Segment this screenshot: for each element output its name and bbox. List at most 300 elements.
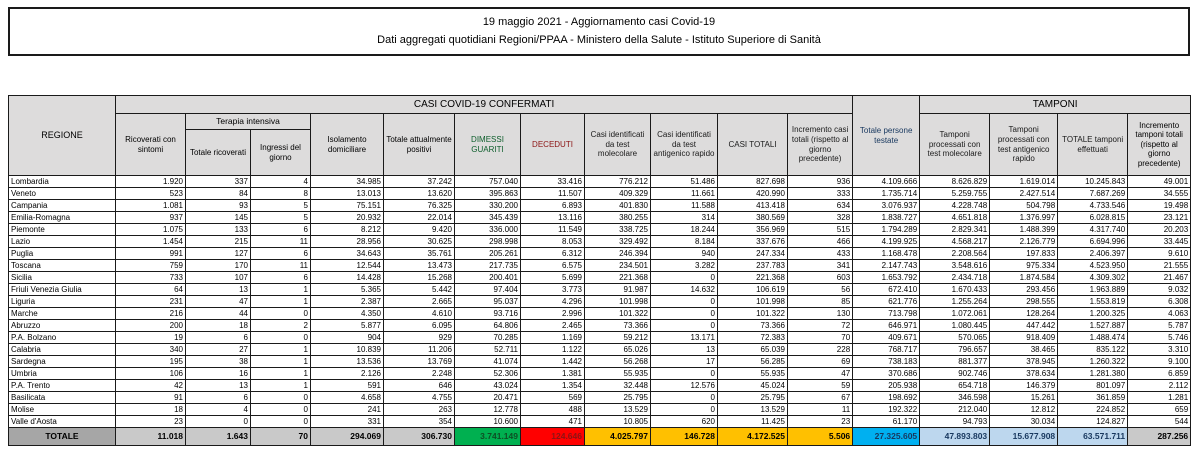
value-cell: 4.733.546	[1058, 200, 1128, 212]
value-cell: 409.671	[853, 332, 920, 344]
region-cell: Veneto	[9, 188, 116, 200]
value-cell: 1.963.889	[1058, 284, 1128, 296]
value-cell: 8.053	[521, 236, 585, 248]
band-header-terapia-intensiva: Terapia intensiva	[186, 114, 311, 130]
value-cell: 35.761	[384, 248, 455, 260]
value-cell: 34.985	[311, 176, 384, 188]
value-cell: 569	[521, 392, 585, 404]
value-cell: 76.325	[384, 200, 455, 212]
value-cell: 1	[251, 284, 311, 296]
value-cell: 659	[1128, 404, 1191, 416]
value-cell: 228	[788, 344, 853, 356]
value-cell: 1.281.380	[1058, 368, 1128, 380]
value-cell: 447.442	[990, 320, 1058, 332]
table-row	[9, 332, 1191, 344]
value-cell: 93.716	[455, 308, 521, 320]
value-cell: 65.039	[718, 344, 788, 356]
value-cell: 1.260.322	[1058, 356, 1128, 368]
total-value-cell: 124.646	[521, 428, 585, 446]
report-title-line1: 19 maggio 2021 - Aggiornamento casi Covid-19	[482, 15, 716, 28]
value-cell: 991	[116, 248, 186, 260]
value-cell: 1.072.061	[920, 308, 990, 320]
value-cell: 263	[384, 404, 455, 416]
value-cell: 23	[116, 416, 186, 428]
value-cell: 0	[651, 272, 718, 284]
value-cell: 1	[251, 356, 311, 368]
value-cell: 205.938	[853, 380, 920, 392]
value-cell: 2	[251, 320, 311, 332]
value-cell: 835.122	[1058, 344, 1128, 356]
column-header-casi-totali: CASI TOTALI	[718, 114, 788, 176]
value-cell: 1.488.474	[1058, 332, 1128, 344]
total-value-cell: 287.256	[1128, 428, 1191, 446]
value-cell: 738.183	[853, 356, 920, 368]
column-header-tamponi-molecolare: Tamponi processati con test molecolare	[920, 114, 990, 176]
value-cell: 27	[186, 344, 251, 356]
value-cell: 70.285	[455, 332, 521, 344]
value-cell: 4.568.217	[920, 236, 990, 248]
value-cell: 56.268	[585, 356, 651, 368]
column-header-casi-antigenico: Casi identificati da test antigenico rapido	[651, 114, 718, 176]
value-cell: 21.555	[1128, 260, 1191, 272]
value-cell: 768.717	[853, 344, 920, 356]
value-cell: 5.877	[311, 320, 384, 332]
total-value-cell: 4.025.797	[585, 428, 651, 446]
value-cell: 9.100	[1128, 356, 1191, 368]
value-cell: 6.694.996	[1058, 236, 1128, 248]
value-cell: 130	[788, 308, 853, 320]
value-cell: 8.184	[651, 236, 718, 248]
value-cell: 52.306	[455, 368, 521, 380]
value-cell: 170	[186, 260, 251, 272]
value-cell: 12.544	[311, 260, 384, 272]
value-cell: 361.859	[1058, 392, 1128, 404]
value-cell: 2.147.743	[853, 260, 920, 272]
value-cell: 11.206	[384, 344, 455, 356]
value-cell: 13	[186, 284, 251, 296]
region-cell: Campania	[9, 200, 116, 212]
value-cell: 409.329	[585, 188, 651, 200]
value-cell: 21.467	[1128, 272, 1191, 284]
value-cell: 4.523.950	[1058, 260, 1128, 272]
value-cell: 237.783	[718, 260, 788, 272]
value-cell: 217.735	[455, 260, 521, 272]
value-cell: 247.334	[718, 248, 788, 260]
value-cell: 5.746	[1128, 332, 1191, 344]
value-cell: 1	[251, 368, 311, 380]
value-cell: 1.169	[521, 332, 585, 344]
value-cell: 205.261	[455, 248, 521, 260]
value-cell: 13.171	[651, 332, 718, 344]
value-cell: 20.932	[311, 212, 384, 224]
value-cell: 215	[186, 236, 251, 248]
value-cell: 340	[116, 344, 186, 356]
value-cell: 12.778	[455, 404, 521, 416]
band-header-casi-confermati: CASI COVID-19 CONFERMATI	[116, 96, 853, 114]
column-header-casi-molecolare: Casi identificati da test molecolare	[585, 114, 651, 176]
value-cell: 1.168.478	[853, 248, 920, 260]
value-cell: 8	[251, 188, 311, 200]
value-cell: 20.471	[455, 392, 521, 404]
value-cell: 72.383	[718, 332, 788, 344]
column-header-incremento-tamponi: Incremento tamponi totali (rispetto al giorno precedente)	[1128, 114, 1191, 176]
value-cell: 18	[186, 320, 251, 332]
total-value-cell: 5.506	[788, 428, 853, 446]
value-cell: 6	[186, 392, 251, 404]
value-cell: 13.769	[384, 356, 455, 368]
value-cell: 341	[788, 260, 853, 272]
value-cell: 6	[251, 248, 311, 260]
value-cell: 64.806	[455, 320, 521, 332]
value-cell: 75.151	[311, 200, 384, 212]
value-cell: 3.076.937	[853, 200, 920, 212]
value-cell: 6.308	[1128, 296, 1191, 308]
value-cell: 5.787	[1128, 320, 1191, 332]
value-cell: 246.394	[585, 248, 651, 260]
table-row	[9, 248, 1191, 260]
table-row	[9, 320, 1191, 332]
value-cell: 1.075	[116, 224, 186, 236]
table-row	[9, 308, 1191, 320]
region-cell: Valle d'Aosta	[9, 416, 116, 428]
value-cell: 11.588	[651, 200, 718, 212]
value-cell: 6.575	[521, 260, 585, 272]
table-row	[9, 260, 1191, 272]
value-cell: 1.381	[521, 368, 585, 380]
value-cell: 6.028.815	[1058, 212, 1128, 224]
value-cell: 11	[251, 260, 311, 272]
value-cell: 1.281	[1128, 392, 1191, 404]
value-cell: 801.097	[1058, 380, 1128, 392]
value-cell: 234.501	[585, 260, 651, 272]
value-cell: 11	[788, 404, 853, 416]
value-cell: 4.317.740	[1058, 224, 1128, 236]
value-cell: 69	[788, 356, 853, 368]
column-header-deceduti: DECEDUTI	[521, 114, 585, 176]
value-cell: 38.465	[990, 344, 1058, 356]
value-cell: 91	[116, 392, 186, 404]
region-cell: Calabria	[9, 344, 116, 356]
value-cell: 1	[251, 380, 311, 392]
value-cell: 34.643	[311, 248, 384, 260]
value-cell: 298.555	[990, 296, 1058, 308]
table-row	[9, 380, 1191, 392]
value-cell: 13.013	[311, 188, 384, 200]
value-cell: 2.406.397	[1058, 248, 1128, 260]
value-cell: 4.755	[384, 392, 455, 404]
region-cell: Marche	[9, 308, 116, 320]
value-cell: 11.507	[521, 188, 585, 200]
value-cell: 733	[116, 272, 186, 284]
value-cell: 298.998	[455, 236, 521, 248]
column-header-incremento-casi: Incremento casi totali (rispetto al giorno precedente)	[788, 114, 853, 176]
column-header-dimessi-guariti: DIMESSI GUARITI	[455, 114, 521, 176]
value-cell: 3.282	[651, 260, 718, 272]
value-cell: 47	[186, 296, 251, 308]
value-cell: 101.998	[718, 296, 788, 308]
value-cell: 22.014	[384, 212, 455, 224]
value-cell: 13	[186, 380, 251, 392]
value-cell: 488	[521, 404, 585, 416]
value-cell: 337.676	[718, 236, 788, 248]
total-value-cell: 15.677.908	[990, 428, 1058, 446]
value-cell: 25.795	[585, 392, 651, 404]
value-cell: 14.428	[311, 272, 384, 284]
value-cell: 0	[651, 308, 718, 320]
total-value-cell: 11.018	[116, 428, 186, 446]
value-cell: 570.065	[920, 332, 990, 344]
value-cell: 8.212	[311, 224, 384, 236]
value-cell: 8.626.829	[920, 176, 990, 188]
value-cell: 5	[251, 200, 311, 212]
value-cell: 25.795	[718, 392, 788, 404]
value-cell: 65.026	[585, 344, 651, 356]
value-cell: 101.998	[585, 296, 651, 308]
table-row	[9, 296, 1191, 308]
value-cell: 1.200.325	[1058, 308, 1128, 320]
value-cell: 11	[251, 236, 311, 248]
value-cell: 56.285	[718, 356, 788, 368]
value-cell: 672.410	[853, 284, 920, 296]
value-cell: 198.692	[853, 392, 920, 404]
value-cell: 356.969	[718, 224, 788, 236]
column-header-regione: REGIONE	[9, 96, 116, 176]
value-cell: 19.498	[1128, 200, 1191, 212]
band-header-tamponi: TAMPONI	[920, 96, 1191, 114]
value-cell: 759	[116, 260, 186, 272]
value-cell: 1.454	[116, 236, 186, 248]
value-cell: 4.228.748	[920, 200, 990, 212]
value-cell: 0	[651, 368, 718, 380]
value-cell: 241	[311, 404, 384, 416]
value-cell: 378.634	[990, 368, 1058, 380]
value-cell: 4.651.818	[920, 212, 990, 224]
column-header-ingressi-giorno: Ingressi del giorno	[251, 130, 311, 176]
value-cell: 47	[788, 368, 853, 380]
value-cell: 32.448	[585, 380, 651, 392]
value-cell: 466	[788, 236, 853, 248]
value-cell: 11.425	[718, 416, 788, 428]
value-cell: 23	[788, 416, 853, 428]
value-cell: 937	[116, 212, 186, 224]
value-cell: 523	[116, 188, 186, 200]
value-cell: 2.427.514	[990, 188, 1058, 200]
column-header-attualmente-positivi: Totale attualmente positivi	[384, 114, 455, 176]
total-value-cell: 294.069	[311, 428, 384, 446]
value-cell: 4.309.302	[1058, 272, 1128, 284]
total-value-cell: 27.325.605	[853, 428, 920, 446]
column-header-totale-ricoverati: Totale ricoverati	[186, 130, 251, 176]
total-value-cell: 63.571.711	[1058, 428, 1128, 446]
value-cell: 6	[251, 224, 311, 236]
value-cell: 0	[651, 320, 718, 332]
value-cell: 338.725	[585, 224, 651, 236]
value-cell: 2.996	[521, 308, 585, 320]
value-cell: 918.409	[990, 332, 1058, 344]
value-cell: 13.529	[718, 404, 788, 416]
total-value-cell: 3.741.149	[455, 428, 521, 446]
value-cell: 2.829.341	[920, 224, 990, 236]
value-cell: 6.312	[521, 248, 585, 260]
region-cell: Emilia-Romagna	[9, 212, 116, 224]
value-cell: 6	[186, 332, 251, 344]
value-cell: 2.434.718	[920, 272, 990, 284]
value-cell: 413.418	[718, 200, 788, 212]
region-cell: Toscana	[9, 260, 116, 272]
total-value-cell: 47.893.803	[920, 428, 990, 446]
value-cell: 13.620	[384, 188, 455, 200]
value-cell: 17	[651, 356, 718, 368]
value-cell: 72	[788, 320, 853, 332]
value-cell: 195	[116, 356, 186, 368]
value-cell: 776.212	[585, 176, 651, 188]
value-cell: 192.322	[853, 404, 920, 416]
value-cell: 395.863	[455, 188, 521, 200]
value-cell: 28.956	[311, 236, 384, 248]
total-value-cell: 306.730	[384, 428, 455, 446]
table-row	[9, 272, 1191, 284]
column-header-isolamento: Isolamento domiciliare	[311, 114, 384, 176]
value-cell: 1.442	[521, 356, 585, 368]
value-cell: 1	[251, 344, 311, 356]
value-cell: 212.040	[920, 404, 990, 416]
value-cell: 1.920	[116, 176, 186, 188]
value-cell: 333	[788, 188, 853, 200]
value-cell: 12.576	[651, 380, 718, 392]
value-cell: 902.746	[920, 368, 990, 380]
region-cell: Abruzzo	[9, 320, 116, 332]
value-cell: 2.465	[521, 320, 585, 332]
value-cell: 713.798	[853, 308, 920, 320]
value-cell: 940	[651, 248, 718, 260]
value-cell: 9.032	[1128, 284, 1191, 296]
value-cell: 1.122	[521, 344, 585, 356]
value-cell: 345.439	[455, 212, 521, 224]
value-cell: 73.366	[585, 320, 651, 332]
value-cell: 330.200	[455, 200, 521, 212]
value-cell: 1.255.264	[920, 296, 990, 308]
region-cell: Liguria	[9, 296, 116, 308]
value-cell: 4.658	[311, 392, 384, 404]
value-cell: 1.081	[116, 200, 186, 212]
value-cell: 59.212	[585, 332, 651, 344]
value-cell: 0	[251, 404, 311, 416]
table-body	[9, 176, 1191, 446]
value-cell: 45.024	[718, 380, 788, 392]
value-cell: 646	[384, 380, 455, 392]
value-cell: 4.610	[384, 308, 455, 320]
value-cell: 101.322	[585, 308, 651, 320]
value-cell: 38	[186, 356, 251, 368]
value-cell: 471	[521, 416, 585, 428]
region-cell: Sicilia	[9, 272, 116, 284]
table-row	[9, 212, 1191, 224]
value-cell: 224.852	[1058, 404, 1128, 416]
value-cell: 16	[186, 368, 251, 380]
value-cell: 1	[251, 296, 311, 308]
value-cell: 2.126.779	[990, 236, 1058, 248]
value-cell: 231	[116, 296, 186, 308]
value-cell: 3.548.616	[920, 260, 990, 272]
value-cell: 200.401	[455, 272, 521, 284]
value-cell: 13.116	[521, 212, 585, 224]
value-cell: 328	[788, 212, 853, 224]
value-cell: 0	[651, 296, 718, 308]
value-cell: 3.773	[521, 284, 585, 296]
value-cell: 13.529	[585, 404, 651, 416]
value-cell: 2.248	[384, 368, 455, 380]
value-cell: 101.322	[718, 308, 788, 320]
value-cell: 1.653.792	[853, 272, 920, 284]
value-cell: 221.368	[585, 272, 651, 284]
value-cell: 370.686	[853, 368, 920, 380]
value-cell: 197.833	[990, 248, 1058, 260]
value-cell: 6.859	[1128, 368, 1191, 380]
column-header-persone-testate: Totale persone testate	[853, 96, 920, 176]
value-cell: 5.699	[521, 272, 585, 284]
value-cell: 12.812	[990, 404, 1058, 416]
value-cell: 4	[251, 176, 311, 188]
value-cell: 620	[651, 416, 718, 428]
total-value-cell: 146.728	[651, 428, 718, 446]
table-row	[9, 368, 1191, 380]
value-cell: 354	[384, 416, 455, 428]
report-title-box	[8, 7, 1190, 56]
value-cell: 1.376.997	[990, 212, 1058, 224]
value-cell: 61.170	[853, 416, 920, 428]
value-cell: 881.377	[920, 356, 990, 368]
value-cell: 33.416	[521, 176, 585, 188]
region-cell: Lazio	[9, 236, 116, 248]
value-cell: 1.670.433	[920, 284, 990, 296]
total-label-cell: TOTALE	[9, 428, 116, 446]
value-cell: 30.034	[990, 416, 1058, 428]
value-cell: 106	[116, 368, 186, 380]
value-cell: 293.456	[990, 284, 1058, 296]
value-cell: 15.268	[384, 272, 455, 284]
value-cell: 7.687.269	[1058, 188, 1128, 200]
value-cell: 145	[186, 212, 251, 224]
value-cell: 221.368	[718, 272, 788, 284]
value-cell: 380.569	[718, 212, 788, 224]
table-row	[9, 236, 1191, 248]
value-cell: 10.805	[585, 416, 651, 428]
value-cell: 11.549	[521, 224, 585, 236]
column-header-tamponi-antigenico: Tamponi processati con test antigenico rapido	[990, 114, 1058, 176]
value-cell: 4.296	[521, 296, 585, 308]
value-cell: 42	[116, 380, 186, 392]
value-cell: 378.945	[990, 356, 1058, 368]
value-cell: 1.354	[521, 380, 585, 392]
column-header-totale-tamponi: TOTALE tamponi effettuati	[1058, 114, 1128, 176]
value-cell: 216	[116, 308, 186, 320]
total-value-cell: 70	[251, 428, 311, 446]
value-cell: 23.121	[1128, 212, 1191, 224]
value-cell: 2.112	[1128, 380, 1191, 392]
value-cell: 433	[788, 248, 853, 260]
value-cell: 337	[186, 176, 251, 188]
table-row	[9, 284, 1191, 296]
value-cell: 1.838.727	[853, 212, 920, 224]
value-cell: 401.830	[585, 200, 651, 212]
value-cell: 1.553.819	[1058, 296, 1128, 308]
value-cell: 827.698	[718, 176, 788, 188]
value-cell: 73.366	[718, 320, 788, 332]
region-cell: P.A. Trento	[9, 380, 116, 392]
value-cell: 56	[788, 284, 853, 296]
value-cell: 67	[788, 392, 853, 404]
value-cell: 55.935	[718, 368, 788, 380]
